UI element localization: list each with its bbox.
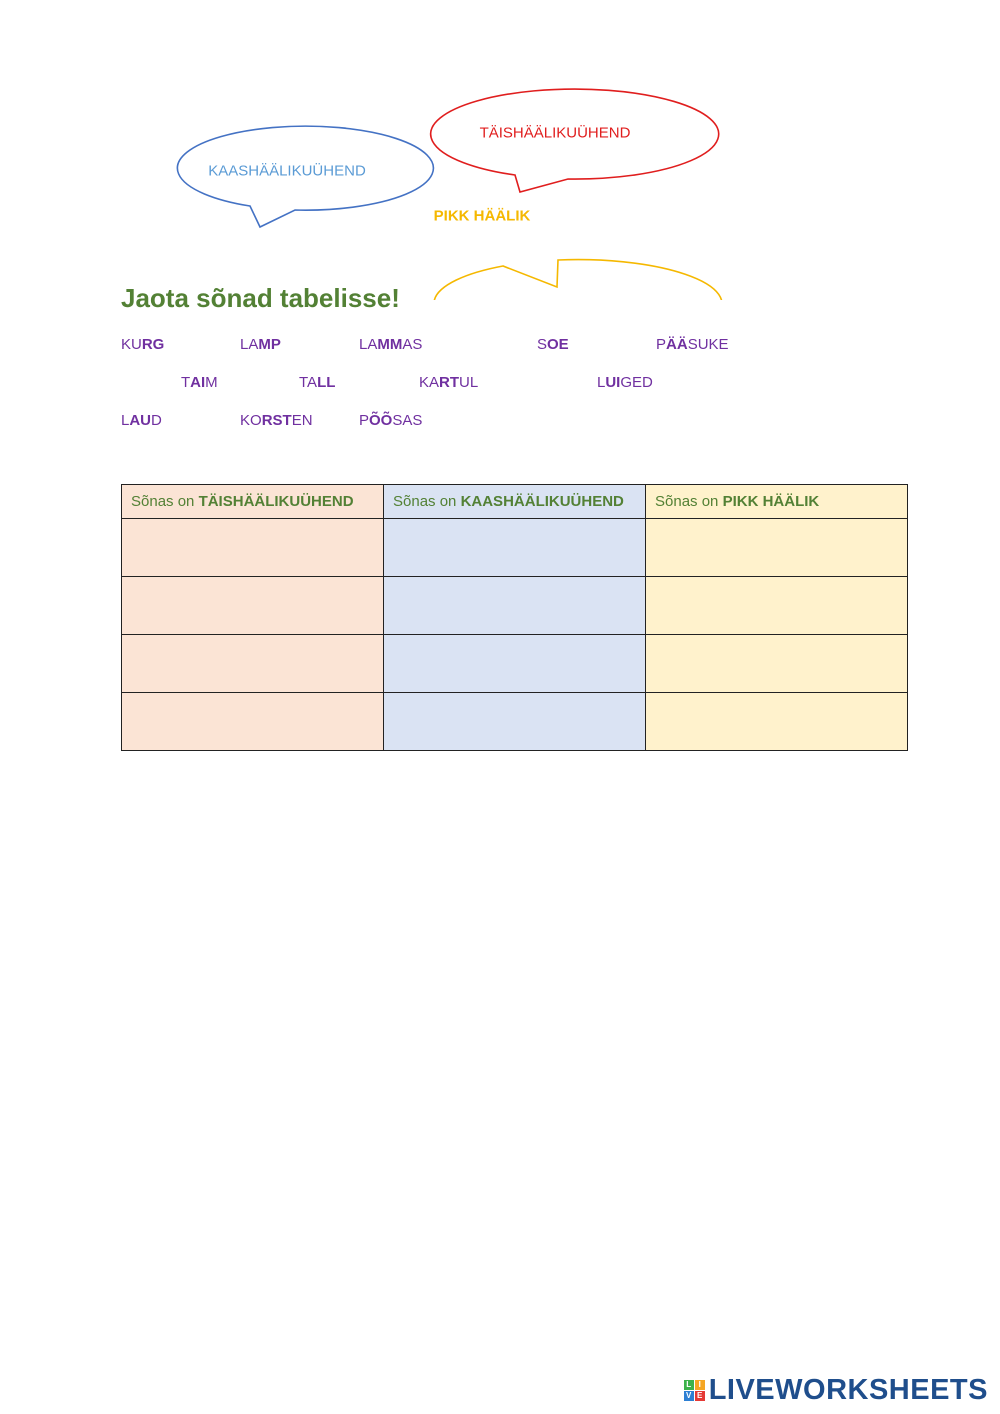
- liveworksheets-logo-icon: L I V E: [684, 1380, 705, 1401]
- brand-wordmark: LIVEWORKSHEETS: [708, 1373, 988, 1406]
- drop-cell-kaashaalikuuhend[interactable]: [384, 635, 646, 693]
- word-item[interactable]: TALL: [299, 374, 336, 391]
- word-item[interactable]: KURG: [121, 336, 165, 353]
- drop-cell-pikk-haalik[interactable]: [646, 577, 908, 635]
- worksheet-title: Jaota sõnad tabelisse!: [121, 283, 400, 313]
- speech-bubbles: [0, 0, 1000, 300]
- word-item[interactable]: KARTUL: [419, 374, 479, 391]
- word-item[interactable]: TAIM: [181, 374, 218, 391]
- table-row: [122, 577, 908, 635]
- speech-bubble-pikk-haalik: [434, 260, 722, 300]
- header-kaashaalikuuhend: Sõnas on KAASHÄÄLIKUÜHEND: [384, 485, 646, 519]
- drop-cell-pikk-haalik[interactable]: [646, 635, 908, 693]
- drop-cell-pikk-haalik[interactable]: [646, 693, 908, 751]
- word-item[interactable]: SOE: [537, 336, 569, 353]
- header-taishaalikuuhend: Sõnas on TÄISHÄÄLIKUÜHEND: [122, 485, 384, 519]
- word-item[interactable]: KORSTEN: [240, 412, 313, 429]
- drop-cell-pikk-haalik[interactable]: [646, 519, 908, 577]
- table-row: [122, 519, 908, 577]
- word-item[interactable]: LUIGED: [597, 374, 653, 391]
- word-item[interactable]: LAUD: [121, 412, 162, 429]
- bubble-label-kaashaalikuuhend: KAASHÄÄLIKUÜHEND: [208, 162, 366, 180]
- drop-cell-taishaalikuuhend[interactable]: [122, 635, 384, 693]
- drop-cell-taishaalikuuhend[interactable]: [122, 693, 384, 751]
- word-item[interactable]: LAMP: [240, 336, 281, 353]
- word-item[interactable]: PÄÄSUKE: [656, 336, 729, 353]
- bubble-label-pikk-haalik: PIKK HÄÄLIK: [433, 207, 531, 225]
- drop-cell-taishaalikuuhend[interactable]: [122, 577, 384, 635]
- drop-cell-kaashaalikuuhend[interactable]: [384, 519, 646, 577]
- table-row: [122, 693, 908, 751]
- table-row: [122, 635, 908, 693]
- word-item[interactable]: LAMMAS: [359, 336, 423, 353]
- sorting-table: [121, 484, 908, 751]
- drop-cell-kaashaalikuuhend[interactable]: [384, 693, 646, 751]
- drop-cell-taishaalikuuhend[interactable]: [122, 519, 384, 577]
- drop-cell-kaashaalikuuhend[interactable]: [384, 577, 646, 635]
- bubble-label-taishaalikuuhend: TÄISHÄÄLIKUÜHEND: [479, 124, 631, 142]
- table-header-row: [122, 485, 908, 519]
- word-item[interactable]: PÕÕSAS: [359, 412, 423, 429]
- header-pikk-haalik: Sõnas on PIKK HÄÄLIK: [646, 485, 908, 519]
- liveworksheets-brand: [684, 1374, 988, 1406]
